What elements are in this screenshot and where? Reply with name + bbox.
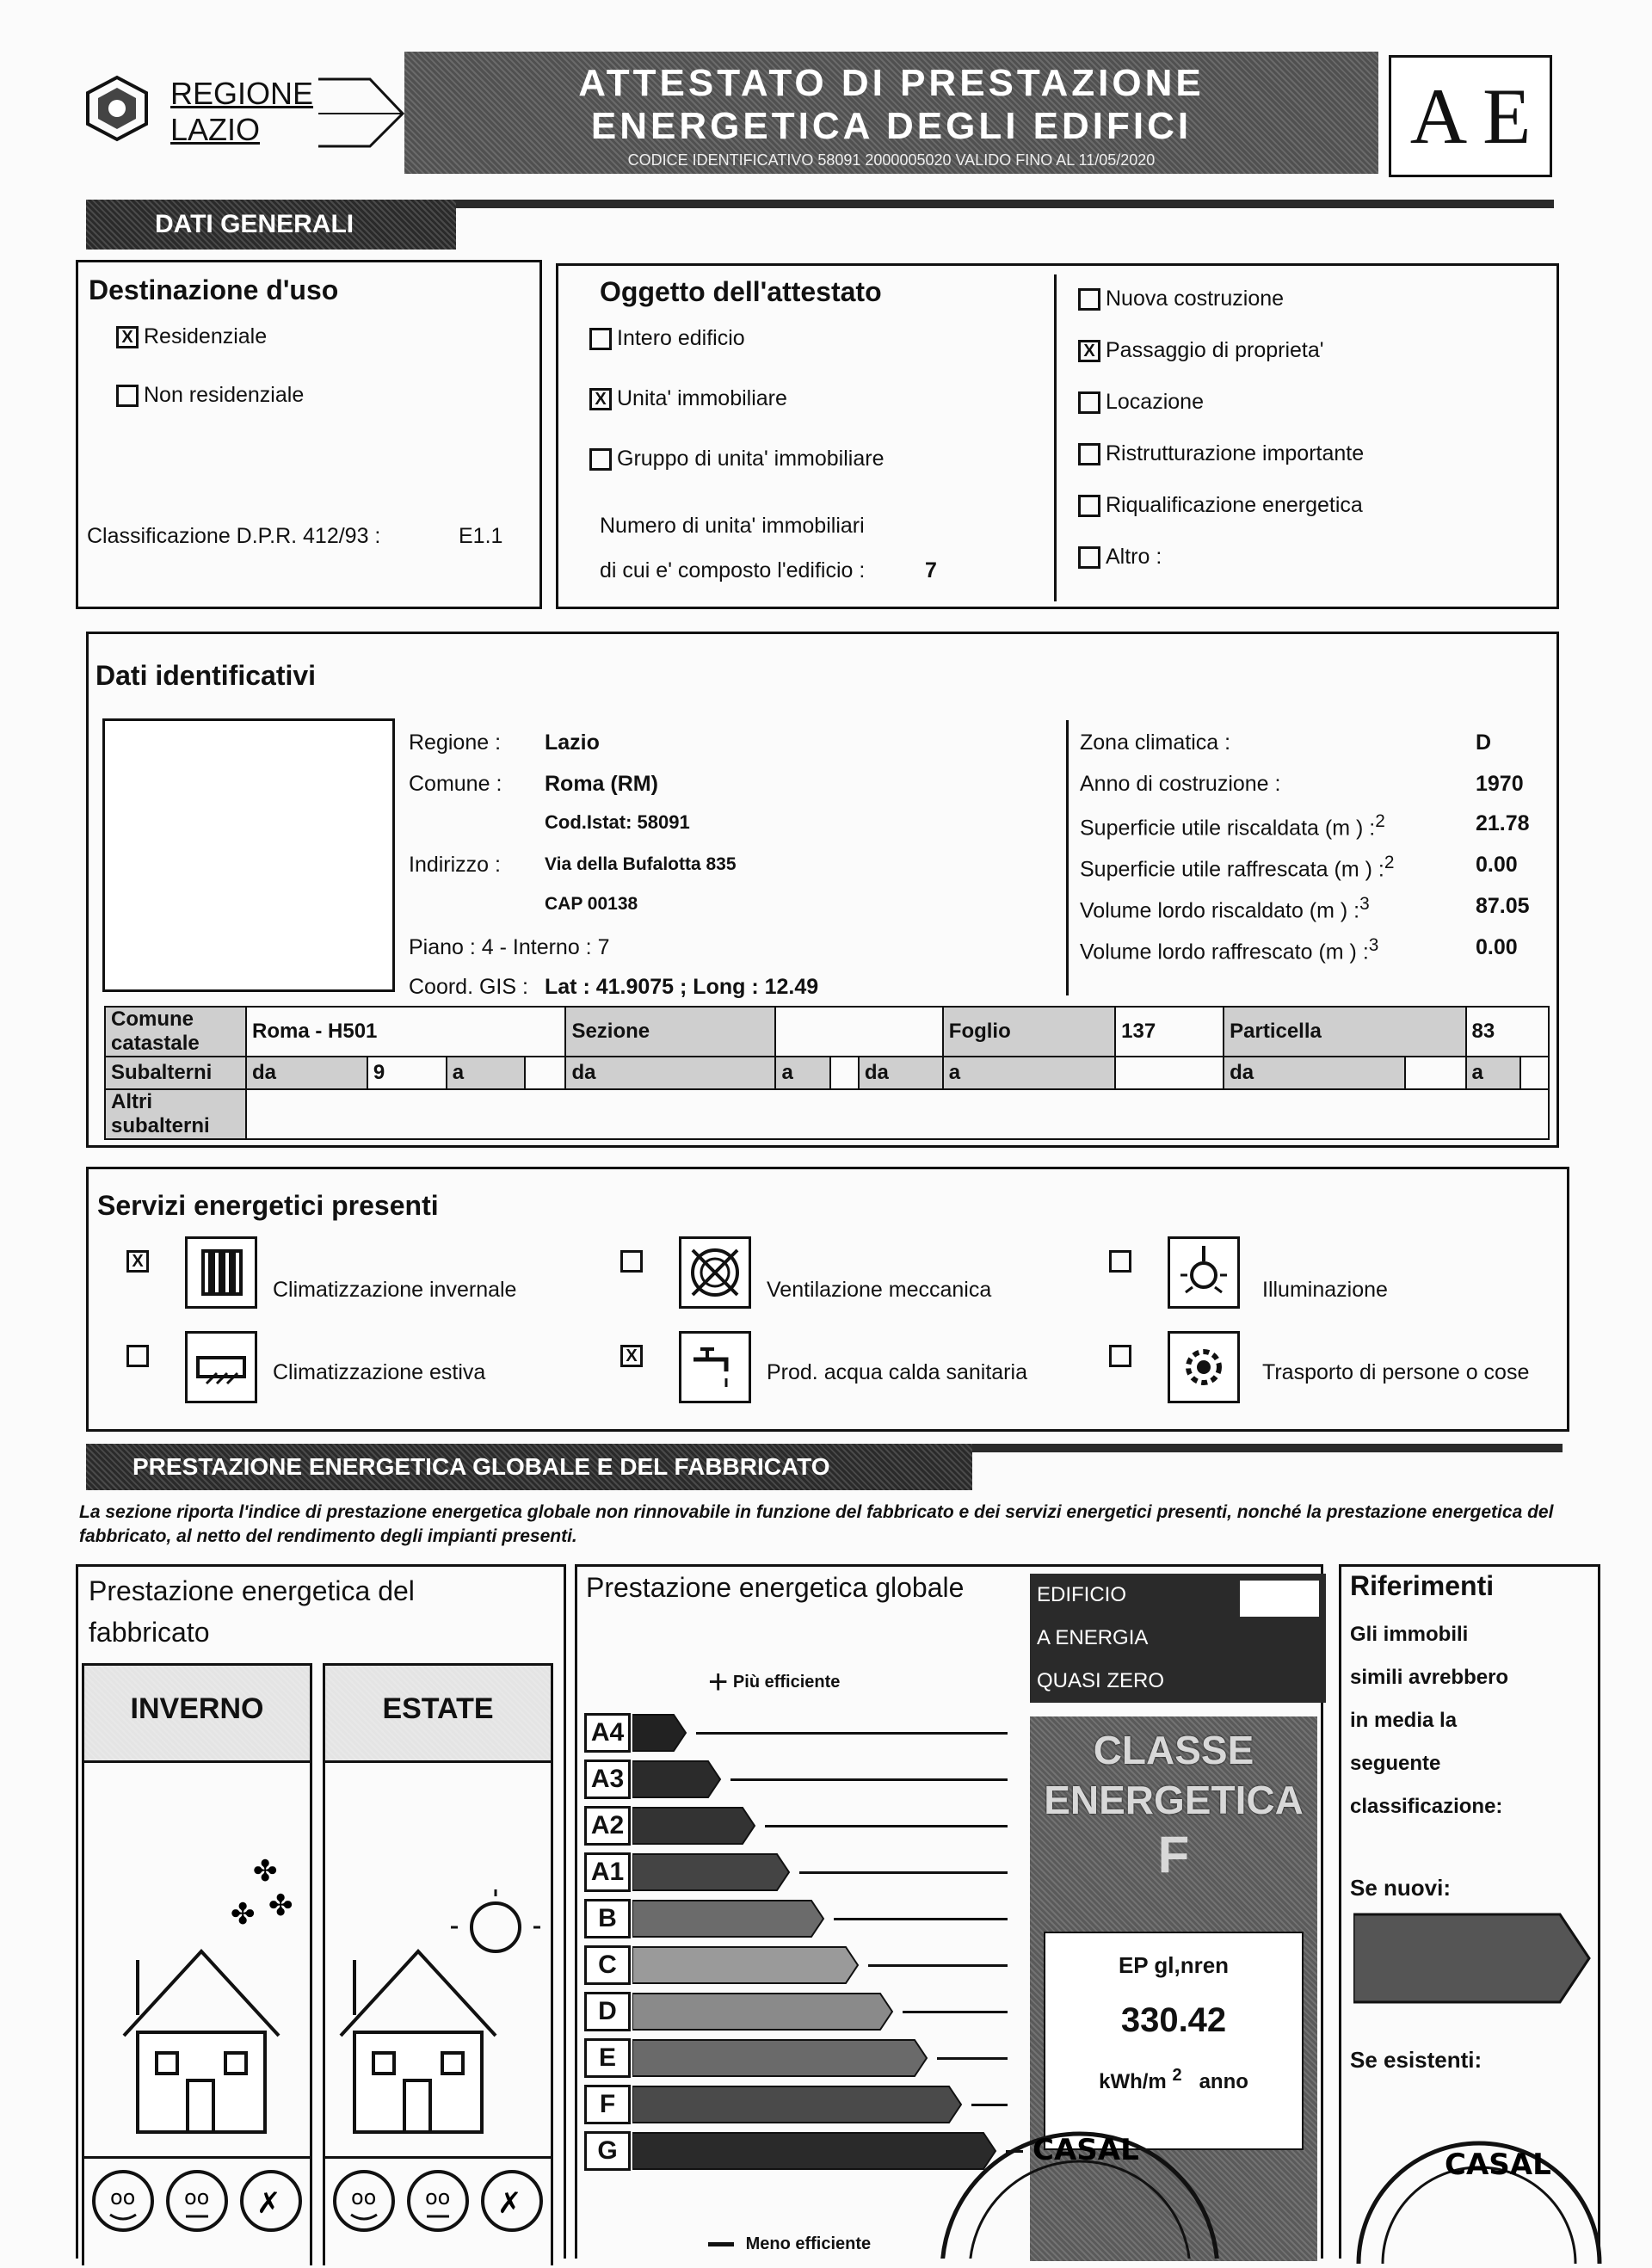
class-label-e: E bbox=[584, 2038, 631, 2078]
vol-raffrescato-value: 0.00 bbox=[1476, 935, 1518, 959]
sub-da-label-2: da bbox=[565, 1057, 775, 1089]
ristrutturazione-label: Ristrutturazione importante bbox=[1106, 441, 1365, 465]
ape-title-line2: ENERGETICA DEGLI EDIFICI bbox=[590, 105, 1193, 147]
vol-riscaldato-label bbox=[1080, 894, 1370, 923]
destinazione-title: Destinazione d'uso bbox=[89, 274, 339, 305]
dati-identificativi-panel bbox=[86, 632, 1559, 1148]
faucet-icon bbox=[679, 1331, 751, 1403]
class-line-a1 bbox=[799, 1871, 1008, 1874]
sup-raffrescata-value: 0.00 bbox=[1476, 853, 1518, 877]
sub-a-value-2 bbox=[830, 1057, 859, 1089]
sub-a-label-2: a bbox=[775, 1057, 830, 1089]
region-chevron bbox=[318, 76, 404, 150]
option-residenziale[interactable] bbox=[116, 324, 267, 349]
air-conditioner-icon bbox=[185, 1331, 257, 1403]
catasto-row-3 bbox=[105, 1089, 1549, 1139]
svg-text:✤: ✤ bbox=[231, 1897, 256, 1932]
class-label-c: C bbox=[584, 1945, 631, 1985]
svg-text:✗: ✗ bbox=[497, 2186, 522, 2221]
class-label-d: D bbox=[584, 1992, 631, 2031]
fabbricato-panel bbox=[76, 1564, 566, 2259]
region-name bbox=[170, 76, 313, 148]
piano-interno: Piano : 4 - Interno : 7 bbox=[409, 935, 610, 959]
piu-efficiente-label bbox=[708, 1663, 840, 1702]
class-line-a4 bbox=[696, 1732, 1008, 1735]
illuminazione-label: Illuminazione bbox=[1262, 1278, 1388, 1302]
indirizzo-value: Via della Bufalotta 835 bbox=[545, 854, 737, 874]
non-residenziale-label: Non residenziale bbox=[144, 383, 305, 407]
motivo-nuova-costruzione[interactable] bbox=[1078, 287, 1284, 311]
intero-edificio-label: Intero edificio bbox=[617, 326, 745, 350]
class-arrow-d bbox=[632, 1990, 894, 2033]
cap-value: CAP 00138 bbox=[545, 894, 638, 914]
nzeb-line1: EDIFICIO bbox=[1037, 1583, 1127, 1606]
class-label-b: B bbox=[584, 1899, 631, 1938]
class-arrow-a1 bbox=[632, 1851, 791, 1894]
motivo-locazione[interactable] bbox=[1078, 390, 1204, 415]
inverno-label: INVERNO bbox=[84, 1666, 310, 1763]
notary-stamp-right bbox=[1350, 2117, 1603, 2264]
prestazione-description: La sezione riporta l'indice di prestazione energetica globale non rinnovabile in funzione del fabbricato e dei servizi energetici presenti, nonché la prestazione energetica del fabbricato, al netto del rendimento degli impianti presenti. bbox=[79, 1502, 1554, 1546]
numero-unita-line2: di cui e' composto l'edificio : bbox=[600, 558, 866, 582]
altro-checkbox[interactable] bbox=[1078, 546, 1100, 569]
vol-riscaldato-exp: 3 bbox=[1359, 894, 1370, 914]
dati-identificativi-title: Dati identificativi bbox=[96, 660, 317, 691]
classe-value: F bbox=[1157, 1826, 1190, 1883]
inverno-house-icon bbox=[84, 1760, 310, 2159]
non-residenziale-checkbox[interactable] bbox=[116, 385, 139, 407]
zona-climatica-value: D bbox=[1476, 730, 1492, 755]
class-line-d bbox=[903, 2011, 1008, 2013]
riferimenti-line5: classificazione: bbox=[1350, 1795, 1503, 1818]
sub-da-value-4 bbox=[1405, 1057, 1465, 1089]
piu-efficiente-text: Più efficiente bbox=[732, 1672, 841, 1692]
regione-value: Lazio bbox=[545, 730, 600, 755]
class-label-f: F bbox=[584, 2085, 631, 2124]
globale-title: Prestazione energetica globale bbox=[586, 1572, 965, 1603]
particella-label: Particella bbox=[1224, 1007, 1465, 1057]
vol-riscaldato-value: 87.05 bbox=[1476, 894, 1530, 918]
locazione-label: Locazione bbox=[1106, 390, 1204, 414]
sup-riscaldata-text: Superficie utile riscaldata (m ) : bbox=[1080, 816, 1376, 841]
passaggio-proprieta-label: Passaggio di proprieta' bbox=[1106, 338, 1324, 362]
vol-raffrescato-text: Volume lordo raffrescato (m ) : bbox=[1080, 940, 1369, 965]
vol-raffrescato-label bbox=[1080, 935, 1378, 965]
gruppo-unita-checkbox[interactable] bbox=[589, 448, 612, 471]
ristrutturazione-checkbox[interactable] bbox=[1078, 443, 1100, 465]
riqualificazione-checkbox[interactable] bbox=[1078, 495, 1100, 517]
ep-unit bbox=[1045, 2066, 1302, 2094]
oggetto-divider bbox=[1054, 274, 1057, 601]
altri-subalterni-value bbox=[246, 1089, 1549, 1139]
comune-value: Roma (RM) bbox=[545, 772, 658, 796]
svg-text:oo: oo bbox=[184, 2185, 210, 2209]
ventilazione-checkbox[interactable] bbox=[620, 1250, 643, 1273]
stamp-right-text: CASAL bbox=[1445, 2148, 1551, 2182]
catasto-row-1 bbox=[105, 1007, 1549, 1057]
anno-costruzione-label: Anno di costruzione : bbox=[1080, 772, 1281, 796]
coord-gis-value: Lat : 41.9075 ; Long : 12.49 bbox=[545, 975, 819, 999]
sub-a-label-1: a bbox=[447, 1057, 526, 1089]
option-gruppo-unita[interactable] bbox=[589, 447, 884, 471]
sub-a-value-4 bbox=[1520, 1057, 1549, 1089]
trasporto-label: Trasporto di persone o cose bbox=[1262, 1360, 1530, 1384]
gear-icon bbox=[1168, 1331, 1240, 1403]
comune-catastale-label: Comune catastale bbox=[105, 1007, 246, 1057]
sub-da-label-3: da bbox=[859, 1057, 943, 1089]
estate-house-icon bbox=[325, 1760, 551, 2159]
classificazione-value: E1.1 bbox=[459, 524, 503, 548]
riferimenti-panel bbox=[1339, 1564, 1600, 2259]
fan-icon bbox=[679, 1236, 751, 1309]
numero-unita-value: 7 bbox=[925, 558, 937, 582]
foglio-value: 137 bbox=[1115, 1007, 1224, 1057]
prestazione-heading: PRESTAZIONE ENERGETICA GLOBALE E DEL FABBRICATO bbox=[86, 1444, 972, 1490]
sup-riscaldata-value: 21.78 bbox=[1476, 811, 1530, 835]
class-arrow-a4 bbox=[632, 1711, 687, 1754]
catasto-table bbox=[104, 1006, 1550, 1140]
radiator-icon bbox=[185, 1236, 257, 1309]
trasporto-checkbox[interactable] bbox=[1109, 1345, 1131, 1367]
estate-column bbox=[323, 1663, 553, 2265]
motivo-passaggio-proprieta[interactable] bbox=[1078, 338, 1324, 363]
class-arrow-c bbox=[632, 1944, 860, 1987]
passaggio-proprieta-checkbox[interactable]: X bbox=[1078, 340, 1100, 362]
identificativi-divider bbox=[1066, 720, 1069, 995]
class-line-a3 bbox=[730, 1778, 1008, 1781]
stamp-left-text: CASAL bbox=[1032, 2133, 1139, 2167]
nzeb-line2: A ENERGIA bbox=[1037, 1626, 1149, 1649]
residenziale-label: Residenziale bbox=[144, 324, 268, 348]
comune-label: Comune : bbox=[409, 772, 502, 796]
riferimenti-text bbox=[1350, 1613, 1508, 1828]
oggetto-attestato-panel bbox=[556, 263, 1559, 609]
altri-subalterni-label: Altri subalterni bbox=[105, 1089, 246, 1139]
building-photo-placeholder bbox=[102, 718, 395, 992]
clima-estiva-checkbox[interactable] bbox=[126, 1345, 149, 1367]
vol-raffrescato-exp: 3 bbox=[1368, 935, 1379, 955]
locazione-checkbox[interactable] bbox=[1078, 391, 1100, 414]
clima-invernale-label: Climatizzazione invernale bbox=[273, 1278, 517, 1302]
ep-unit-text: kWh/m bbox=[1099, 2070, 1167, 2093]
coord-gis-label: Coord. GIS : bbox=[409, 975, 528, 999]
region-logo-icon bbox=[83, 74, 151, 143]
class-line-e bbox=[937, 2057, 1008, 2060]
class-line-c bbox=[868, 1964, 1008, 1967]
meno-efficiente-text: Meno efficiente bbox=[745, 2234, 872, 2253]
destinazione-uso-panel bbox=[76, 260, 542, 609]
se-nuovi-arrow bbox=[1353, 1911, 1594, 2006]
servizi-energetici-panel bbox=[86, 1167, 1569, 1432]
ape-title-banner bbox=[404, 52, 1378, 174]
class-label-a4: A4 bbox=[584, 1713, 631, 1753]
class-arrow-f bbox=[632, 2083, 963, 2126]
unita-immobiliare-label: Unita' immobiliare bbox=[617, 386, 787, 410]
nzeb-box bbox=[1030, 1574, 1326, 1703]
sub-a-value-3 bbox=[1115, 1057, 1224, 1089]
nzeb-checkbox bbox=[1240, 1581, 1319, 1617]
se-nuovi-label: Se nuovi: bbox=[1350, 1875, 1452, 1901]
riferimenti-line3: in media la bbox=[1350, 1709, 1458, 1732]
altro-label: Altro : bbox=[1106, 545, 1162, 569]
indirizzo-label: Indirizzo : bbox=[409, 853, 501, 877]
servizi-title: Servizi energetici presenti bbox=[97, 1190, 439, 1221]
svg-text:✤: ✤ bbox=[268, 1889, 293, 1923]
zona-climatica-label: Zona climatica : bbox=[1080, 730, 1231, 755]
intero-edificio-checkbox[interactable] bbox=[589, 328, 612, 350]
notary-stamp-left bbox=[938, 2099, 1222, 2259]
illuminazione-checkbox[interactable] bbox=[1109, 1250, 1131, 1273]
classificazione-label: Classificazione D.P.R. 412/93 : bbox=[87, 524, 381, 548]
minus-icon bbox=[708, 2242, 734, 2246]
sup-raffrescata-exp: 2 bbox=[1384, 853, 1395, 872]
se-esistenti-label: Se esistenti: bbox=[1350, 2047, 1482, 2073]
gruppo-unita-label: Gruppo di unita' immobiliare bbox=[617, 447, 885, 471]
fabbricato-title-line2: fabbricato bbox=[89, 1617, 210, 1648]
ep-unit-sup: 2 bbox=[1172, 2066, 1182, 2085]
sup-riscaldata-label bbox=[1080, 811, 1385, 841]
ep-value: 330.42 bbox=[1120, 2001, 1227, 2039]
class-line-a2 bbox=[765, 1825, 1008, 1827]
regione-label: Regione : bbox=[409, 730, 502, 755]
sub-da-label-4: da bbox=[1224, 1057, 1405, 1089]
option-non-residenziale[interactable] bbox=[116, 383, 304, 408]
estate-label: ESTATE bbox=[325, 1666, 551, 1763]
codistat-value: Cod.Istat: 58091 bbox=[545, 811, 690, 833]
class-label-a3: A3 bbox=[584, 1760, 631, 1799]
class-arrow-e bbox=[632, 2037, 928, 2080]
dati-generali-heading: DATI GENERALI bbox=[86, 200, 456, 250]
class-arrow-a3 bbox=[632, 1758, 722, 1801]
svg-text:oo: oo bbox=[425, 2185, 451, 2209]
foglio-label: Foglio bbox=[943, 1007, 1115, 1057]
nuova-costruzione-checkbox[interactable] bbox=[1078, 288, 1100, 311]
plus-icon: + bbox=[708, 1663, 729, 1701]
clima-estiva-label: Climatizzazione estiva bbox=[273, 1360, 486, 1384]
light-bulb-icon bbox=[1168, 1236, 1240, 1309]
riqualificazione-label: Riqualificazione energetica bbox=[1106, 493, 1363, 517]
clima-invernale-checkbox[interactable]: X bbox=[126, 1250, 149, 1273]
numero-unita-line1: Numero di unita' immobiliari bbox=[600, 514, 865, 538]
fabbricato-title bbox=[89, 1570, 415, 1653]
class-arrow-b bbox=[632, 1897, 825, 1940]
oggetto-title: Oggetto dell'attestato bbox=[600, 276, 882, 307]
class-label-a1: A1 bbox=[584, 1852, 631, 1892]
class-label-g: G bbox=[584, 2131, 631, 2171]
svg-text:✗: ✗ bbox=[256, 2186, 281, 2221]
svg-text:oo: oo bbox=[351, 2185, 377, 2209]
sub-a-label-3: a bbox=[943, 1057, 1115, 1089]
ape-title-line1: ATTESTATO DI PRESTAZIONE bbox=[578, 62, 1205, 104]
classe-energetica-title bbox=[1030, 1725, 1317, 1825]
catasto-row-2 bbox=[105, 1057, 1549, 1089]
sezione-label: Sezione bbox=[565, 1007, 775, 1057]
ep-label: EP gl,nren bbox=[1118, 1952, 1230, 1978]
ep-unit-tail: anno bbox=[1199, 2070, 1248, 2093]
sup-riscaldata-exp: 2 bbox=[1375, 811, 1385, 831]
svg-text:✤: ✤ bbox=[253, 1854, 278, 1889]
class-line-b bbox=[834, 1918, 1008, 1920]
unita-immobiliare-checkbox[interactable]: X bbox=[589, 388, 612, 410]
nzeb-line3: QUASI ZERO bbox=[1037, 1669, 1165, 1692]
sup-raffrescata-label bbox=[1080, 853, 1394, 882]
region-line1: REGIONE bbox=[170, 76, 314, 111]
sub-a-value-1 bbox=[525, 1057, 565, 1089]
acqua-calda-checkbox[interactable]: X bbox=[620, 1345, 643, 1367]
riferimenti-line1: Gli immobili bbox=[1350, 1623, 1469, 1646]
class-arrow-a2 bbox=[632, 1804, 756, 1847]
classe-line1: CLASSE bbox=[1093, 1728, 1254, 1772]
motivo-altro[interactable] bbox=[1078, 545, 1162, 570]
subalterni-label: Subalterni bbox=[105, 1057, 246, 1089]
sub-da-label-1: da bbox=[246, 1057, 367, 1089]
inverno-rating-icons bbox=[84, 2163, 310, 2240]
option-intero-edificio[interactable] bbox=[589, 326, 745, 351]
fabbricato-title-line1: Prestazione energetica del bbox=[89, 1575, 415, 1606]
sub-a-label-4: a bbox=[1466, 1057, 1521, 1089]
comune-catastale-value: Roma - H501 bbox=[246, 1007, 565, 1057]
nuova-costruzione-label: Nuova costruzione bbox=[1106, 287, 1285, 311]
region-line2: LAZIO bbox=[170, 112, 261, 147]
class-label-a2: A2 bbox=[584, 1806, 631, 1846]
motivo-ristrutturazione[interactable] bbox=[1078, 441, 1364, 466]
ape-logo-text: A E bbox=[1409, 72, 1532, 160]
riferimenti-line4: seguente bbox=[1350, 1752, 1441, 1775]
sub-da-value-1: 9 bbox=[367, 1057, 447, 1089]
sup-raffrescata-text: Superficie utile raffrescata (m ) : bbox=[1080, 857, 1384, 882]
riferimenti-line2: simili avrebbero bbox=[1350, 1666, 1509, 1689]
acqua-calda-label: Prod. acqua calda sanitaria bbox=[767, 1360, 1027, 1384]
anno-costruzione-value: 1970 bbox=[1476, 772, 1524, 796]
option-unita-immobiliare[interactable] bbox=[589, 386, 787, 411]
residenziale-checkbox[interactable]: X bbox=[116, 326, 139, 348]
riferimenti-title: Riferimenti bbox=[1350, 1570, 1495, 1601]
ape-logo bbox=[1389, 55, 1552, 177]
classe-line2: ENERGETICA bbox=[1044, 1778, 1304, 1822]
meno-efficiente-label bbox=[708, 2234, 871, 2254]
motivo-riqualificazione[interactable] bbox=[1078, 493, 1363, 518]
ape-code-line: CODICE IDENTIFICATIVO 58091 2000005020 VALIDO FINO AL 11/05/2020 bbox=[627, 151, 1156, 169]
vol-riscaldato-text: Volume lordo riscaldato (m ) : bbox=[1080, 898, 1360, 923]
ventilazione-label: Ventilazione meccanica bbox=[767, 1278, 992, 1302]
particella-value: 83 bbox=[1466, 1007, 1550, 1057]
svg-text:oo: oo bbox=[110, 2185, 136, 2209]
inverno-column bbox=[82, 1663, 312, 2265]
sezione-value bbox=[775, 1007, 942, 1057]
estate-rating-icons bbox=[325, 2163, 551, 2240]
